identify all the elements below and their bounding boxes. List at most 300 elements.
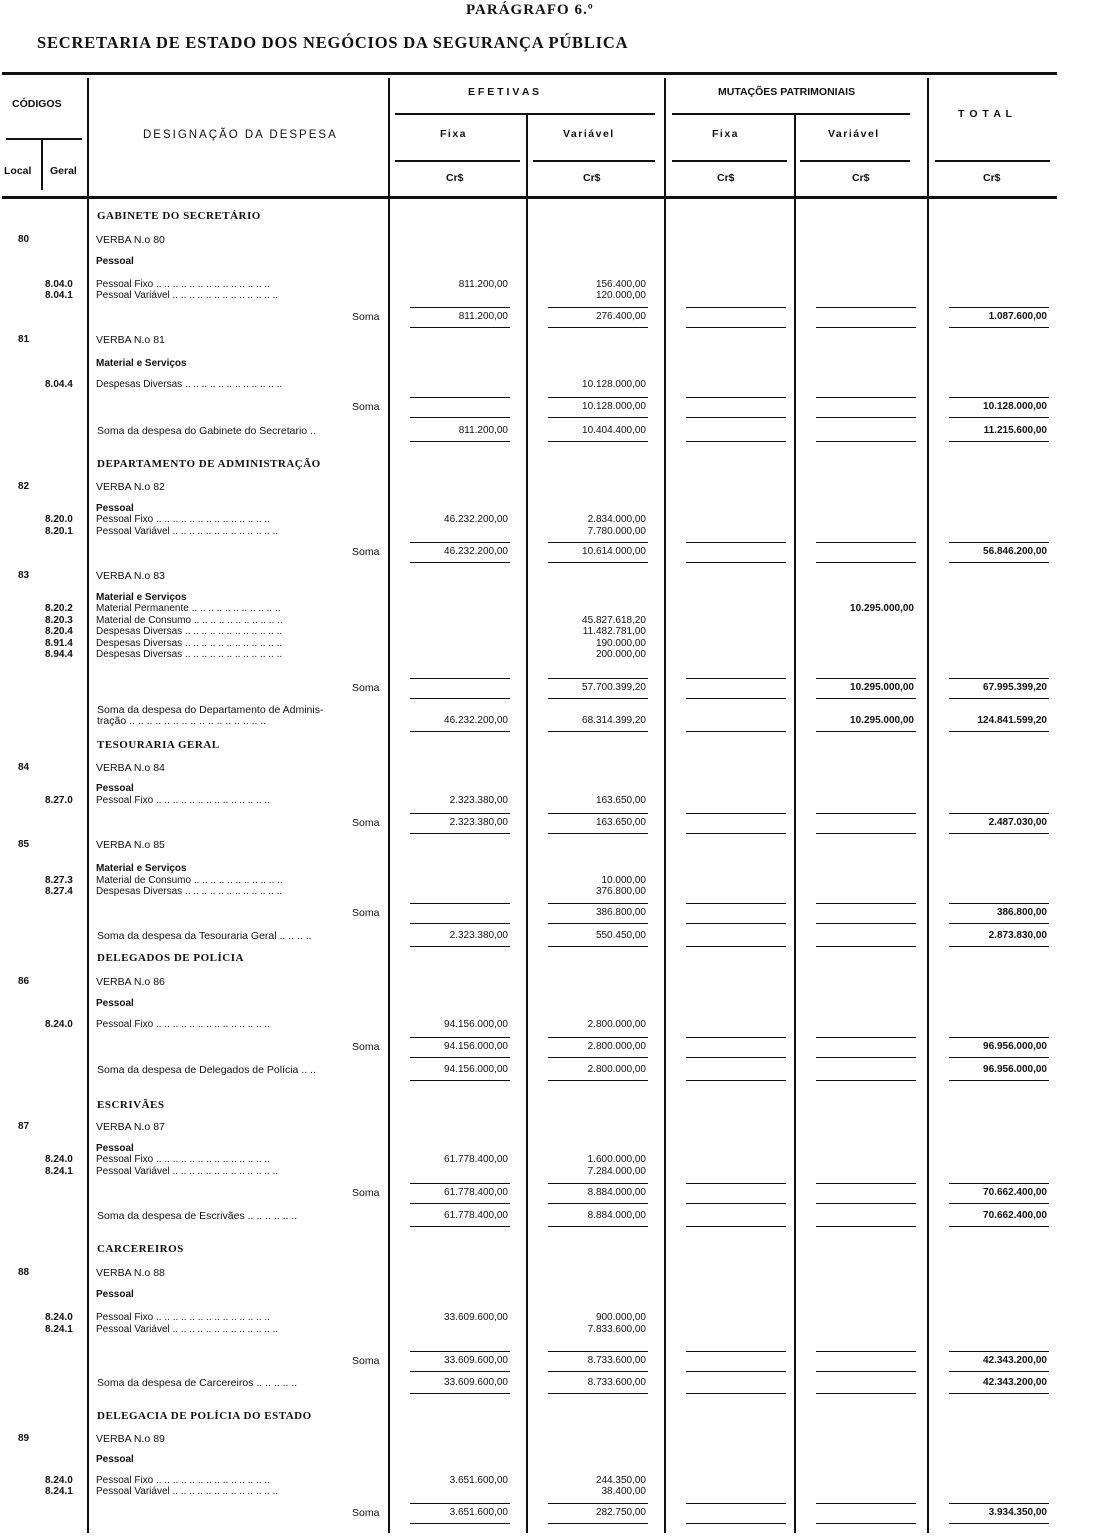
group-label: Material e Serviços: [96, 592, 187, 603]
cell-total: 3.934.350,00: [988, 1507, 1047, 1518]
sum-rule-below: [410, 417, 510, 418]
sum-rule-below: [686, 562, 786, 563]
cell-ef-fixa: 33.609.600,00: [444, 1355, 508, 1366]
soma-label: Soma: [352, 907, 380, 919]
codigos-divider: [6, 138, 82, 140]
sum-rule-above: [816, 397, 916, 398]
sum-rule-above: [816, 813, 916, 814]
sum-rule-above: [410, 397, 510, 398]
cell-total: 10.128.000,00: [983, 401, 1047, 412]
item-description: Pessoal Fixo .. .. .. .. .. .. .. .. .. .. .. .. .. ..: [96, 1019, 270, 1030]
cell-total: 70.662.400,00: [983, 1187, 1047, 1198]
cell-ef-var: 8.884.000,00: [587, 1210, 646, 1221]
cell-ef-fixa: 46.232.200,00: [444, 715, 508, 726]
sum-rule-below: [686, 1080, 786, 1081]
sum-rule-above: [816, 678, 916, 679]
cell-ef-var: 276.400,00: [595, 311, 646, 322]
sum-rule-above: [548, 813, 648, 814]
mu-fixa-header: Fixa: [712, 128, 740, 140]
group-label: Material e Serviços: [96, 863, 187, 874]
cell-ef-var: 10.614.000,00: [582, 546, 646, 557]
verba-label: VERBA N.o 82: [96, 481, 165, 493]
cell-total: 124.841.599,20: [977, 715, 1047, 726]
efetivas-header: E F E T I V A S: [468, 86, 539, 98]
sum-rule-below: [816, 441, 916, 442]
soma-label: Soma: [352, 546, 380, 558]
soma-despesa-label: Soma da despesa de Delegados de Polícia .. ..: [97, 1064, 316, 1076]
item-description: Pessoal Variável .. .. .. .. .. .. .. .. .. .. .. .. ..: [96, 526, 279, 537]
sum-rule-below: [816, 1371, 916, 1372]
sum-rule-above: [949, 1503, 1049, 1504]
verba-label: VERBA N.o 89: [96, 1433, 165, 1445]
verba-label: VERBA N.o 80: [96, 234, 165, 246]
cell-ef-var: 57.700.399,20: [582, 682, 646, 693]
total-header: T O T A L: [958, 108, 1013, 120]
cell-ef-var: 120.000,00: [595, 290, 646, 301]
sum-rule-below: [548, 1523, 648, 1524]
cell-ef-fixa: 46.232.200,00: [444, 546, 508, 557]
cell-total: 2.873.830,00: [988, 930, 1047, 941]
sum-rule-above: [548, 1183, 648, 1184]
sum-rule-above: [548, 1503, 648, 1504]
cell-ef-fixa: 61.778.400,00: [444, 1154, 508, 1165]
ef-fixa-currency: Cr$: [446, 172, 464, 184]
cell-ef-var: 190.000,00: [595, 638, 646, 649]
sum-rule-below: [410, 1226, 510, 1227]
group-label: Pessoal: [96, 256, 134, 267]
sum-rule-below: [949, 833, 1049, 834]
group-label: Pessoal: [96, 1454, 134, 1465]
sum-rule-below: [686, 1057, 786, 1058]
section-heading: GABINETE DO SECRETÁRIO: [97, 210, 261, 222]
group-label: Pessoal: [96, 783, 134, 794]
verba-label: VERBA N.o 84: [96, 762, 165, 774]
sum-rule-above: [686, 678, 786, 679]
sum-rule-below: [949, 562, 1049, 563]
sum-rule-below: [816, 1203, 916, 1204]
sum-rule-above: [410, 903, 510, 904]
sum-rule-above: [949, 1037, 1049, 1038]
sum-rule-below: [949, 1393, 1049, 1394]
verba-label: VERBA N.o 86: [96, 976, 165, 988]
sum-rule-below: [686, 698, 786, 699]
var-subdivider: [533, 160, 655, 162]
geral-code: 8.20.0: [45, 514, 73, 525]
local-header: Local: [4, 165, 32, 177]
item-description: Despesas Diversas .. .. .. .. .. .. .. .. .. .. .. ..: [96, 886, 283, 897]
total-currency: Cr$: [983, 172, 1001, 184]
document-title: SECRETARIA DE ESTADO DOS NEGÓCIOS DA SEGURANÇA PÚBLICA: [37, 33, 629, 52]
geral-code: 8.27.3: [45, 875, 73, 886]
sum-rule-above: [816, 307, 916, 308]
fixa-subdivider: [395, 160, 520, 162]
sum-rule-above: [410, 1183, 510, 1184]
geral-code: 8.20.3: [45, 615, 73, 626]
cell-ef-var: 282.750,00: [595, 1507, 646, 1518]
local-code: 83: [18, 570, 30, 581]
cell-ef-var: 376.800,00: [595, 886, 646, 897]
sum-rule-below: [816, 327, 916, 328]
item-description: Material de Consumo .. .. .. .. .. .. .. .. .. .. ..: [96, 615, 283, 626]
sum-rule-below: [548, 1080, 648, 1081]
sum-rule-below: [548, 327, 648, 328]
cell-ef-var: 7.833.600,00: [587, 1324, 646, 1335]
sum-rule-below: [548, 1371, 648, 1372]
sum-rule-below: [410, 833, 510, 834]
sum-rule-above: [816, 903, 916, 904]
sum-rule-above: [686, 1037, 786, 1038]
sum-rule-above: [548, 678, 648, 679]
cell-ef-var: 38.400,00: [601, 1486, 646, 1497]
cell-total: 2.487.030,00: [988, 817, 1047, 828]
soma-despesa-label: Soma da despesa do Departamento de Adminis-: [97, 704, 324, 716]
soma-label: Soma: [352, 401, 380, 413]
sum-rule-below: [410, 946, 510, 947]
sum-rule-below: [410, 1523, 510, 1524]
soma-label: Soma: [352, 1041, 380, 1053]
geral-code: 8.27.4: [45, 886, 73, 897]
local-code: 84: [18, 762, 30, 773]
local-geral-divider: [41, 140, 43, 190]
sum-rule-above: [548, 397, 648, 398]
efetivas-divider: [395, 113, 655, 115]
codes-column-line: [87, 78, 89, 1533]
group-label: Pessoal: [96, 1289, 134, 1300]
cell-ef-fixa: 61.778.400,00: [444, 1210, 508, 1221]
cell-ef-var: 7.780.000,00: [587, 526, 646, 537]
sum-rule-above: [686, 903, 786, 904]
sum-rule-above: [816, 542, 916, 543]
item-description: Pessoal Fixo .. .. .. .. .. .. .. .. .. .. .. .. .. ..: [96, 514, 270, 525]
table-top-rule: [2, 72, 1057, 75]
sum-rule-below: [548, 441, 648, 442]
geral-code: 8.20.2: [45, 603, 73, 614]
group-label: Pessoal: [96, 998, 134, 1009]
sum-rule-below: [686, 441, 786, 442]
verba-label: VERBA N.o 85: [96, 839, 165, 851]
sum-rule-below: [949, 1523, 1049, 1524]
cell-mu-var: 10.295.000,00: [850, 715, 914, 726]
verba-label: VERBA N.o 88: [96, 1267, 165, 1279]
sum-rule-above: [949, 307, 1049, 308]
sum-rule-below: [686, 1226, 786, 1227]
cell-ef-fixa: 811.200,00: [458, 425, 508, 436]
soma-label: Soma: [352, 817, 380, 829]
item-description: Despesas Diversas .. .. .. .. .. .. .. .. .. .. .. ..: [96, 649, 283, 660]
sum-rule-below: [686, 327, 786, 328]
sum-rule-below: [949, 1203, 1049, 1204]
cell-ef-fixa: 2.323.380,00: [449, 930, 508, 941]
cell-total: 67.995.399,20: [983, 682, 1047, 693]
sum-rule-below: [816, 1080, 916, 1081]
ef-var-currency: Cr$: [583, 172, 601, 184]
sum-rule-above: [816, 1183, 916, 1184]
cell-ef-var: 7.284.000,00: [587, 1166, 646, 1177]
geral-code: 8.24.0: [45, 1154, 73, 1165]
item-description: Pessoal Fixo .. .. .. .. .. .. .. .. .. .. .. .. .. ..: [96, 1312, 270, 1323]
cell-ef-var: 10.404.400,00: [582, 425, 646, 436]
cell-ef-var: 900.000,00: [595, 1312, 646, 1323]
sum-rule-below: [548, 833, 648, 834]
sum-rule-above: [949, 678, 1049, 679]
geral-header: Geral: [50, 165, 77, 177]
sum-rule-below: [816, 562, 916, 563]
cell-ef-var: 10.128.000,00: [582, 379, 646, 390]
sum-rule-above: [548, 903, 648, 904]
sum-rule-below: [548, 731, 648, 732]
sum-rule-below: [949, 923, 1049, 924]
section-heading: DEPARTAMENTO DE ADMINISTRAÇÃO: [97, 458, 321, 470]
geral-code: 8.20.1: [45, 526, 73, 537]
ef-fixa-header: Fixa: [440, 128, 468, 140]
total-subdivider: [935, 160, 1050, 162]
sum-rule-above: [686, 813, 786, 814]
soma-label: Soma: [352, 1507, 380, 1519]
sum-rule-below: [686, 731, 786, 732]
cell-ef-var: 2.800.000,00: [587, 1041, 646, 1052]
sum-rule-below: [686, 1371, 786, 1372]
sum-rule-above: [548, 307, 648, 308]
geral-code: 8.04.0: [45, 279, 73, 290]
cell-ef-var: 8.733.600,00: [587, 1377, 646, 1388]
codigos-header: CÓDIGOS: [12, 98, 62, 110]
local-code: 81: [18, 334, 30, 345]
sum-rule-below: [548, 1393, 648, 1394]
group-label: Pessoal: [96, 503, 134, 514]
sum-rule-below: [548, 417, 648, 418]
sum-rule-below: [548, 1203, 648, 1204]
soma-label: Soma: [352, 682, 380, 694]
cell-ef-fixa: 94.156.000,00: [444, 1019, 508, 1030]
item-description: Pessoal Fixo .. .. .. .. .. .. .. .. .. .. .. .. .. ..: [96, 1475, 270, 1486]
sum-rule-below: [686, 1203, 786, 1204]
cell-ef-fixa: 811.200,00: [458, 279, 508, 290]
local-code: 80: [18, 234, 30, 245]
sum-rule-above: [686, 397, 786, 398]
sum-rule-below: [686, 946, 786, 947]
sum-rule-below: [949, 1226, 1049, 1227]
sum-rule-below: [410, 923, 510, 924]
item-description: Pessoal Fixo .. .. .. .. .. .. .. .. .. .. .. .. .. ..: [96, 795, 270, 806]
cell-ef-fixa: 46.232.200,00: [444, 514, 508, 525]
soma-label: Soma: [352, 1355, 380, 1367]
sum-rule-above: [949, 1183, 1049, 1184]
item-description: Pessoal Variável .. .. .. .. .. .. .. .. .. .. .. .. ..: [96, 1324, 279, 1335]
sum-rule-below: [949, 441, 1049, 442]
sum-rule-below: [548, 923, 648, 924]
cell-mu-var: 10.295.000,00: [850, 682, 914, 693]
cell-ef-var: 10.128.000,00: [582, 401, 646, 412]
cell-ef-var: 156.400,00: [595, 279, 646, 290]
cell-total: 386.800,00: [996, 907, 1047, 918]
mu-fixa-currency: Cr$: [717, 172, 735, 184]
sum-rule-below: [949, 417, 1049, 418]
sum-rule-below: [949, 698, 1049, 699]
sum-rule-below: [548, 698, 648, 699]
mu-var-currency: Cr$: [852, 172, 870, 184]
group-label: Material e Serviços: [96, 358, 187, 369]
sum-rule-below: [949, 1080, 1049, 1081]
cell-ef-var: 163.650,00: [595, 817, 646, 828]
cell-ef-fixa: 61.778.400,00: [444, 1187, 508, 1198]
geral-code: 8.20.4: [45, 626, 73, 637]
soma-despesa-label: Soma da despesa de Carcereiros .. .. .. .. ..: [97, 1377, 298, 1389]
cell-ef-var: 8.733.600,00: [587, 1355, 646, 1366]
cell-ef-var: 2.800.000,00: [587, 1064, 646, 1075]
cell-total: 70.662.400,00: [983, 1210, 1047, 1221]
sum-rule-below: [410, 562, 510, 563]
local-code: 89: [18, 1433, 30, 1444]
sum-rule-below: [816, 1226, 916, 1227]
sum-rule-above: [410, 1351, 510, 1352]
cell-ef-var: 45.827.618,20: [582, 615, 646, 626]
cell-ef-var: 11.482.781,00: [582, 626, 646, 637]
sum-rule-above: [410, 678, 510, 679]
cell-ef-fixa: 94.156.000,00: [444, 1064, 508, 1075]
designacao-header: DESIGNAÇÃO DA DESPESA: [143, 129, 338, 141]
sum-rule-above: [949, 1351, 1049, 1352]
sum-rule-below: [816, 1523, 916, 1524]
sum-rule-below: [410, 698, 510, 699]
cell-total: 42.343.200,00: [983, 1377, 1047, 1388]
sum-rule-above: [548, 1037, 648, 1038]
soma-label: Soma: [352, 1187, 380, 1199]
header-bottom-rule: [2, 196, 1057, 199]
soma-label: Soma: [352, 311, 380, 323]
sum-rule-below: [949, 327, 1049, 328]
item-description: Material de Consumo .. .. .. .. .. .. .. .. .. .. ..: [96, 875, 283, 886]
sum-rule-below: [548, 1057, 648, 1058]
sum-rule-below: [816, 923, 916, 924]
sum-rule-below: [816, 417, 916, 418]
sum-rule-below: [949, 946, 1049, 947]
mutacoes-column-line: [927, 78, 929, 1533]
cell-total: 42.343.200,00: [983, 1355, 1047, 1366]
local-code: 82: [18, 481, 30, 492]
geral-code: 8.24.1: [45, 1486, 73, 1497]
sum-rule-above: [410, 307, 510, 308]
sum-rule-below: [686, 417, 786, 418]
item-description: Pessoal Variável .. .. .. .. .. .. .. .. .. .. .. .. ..: [96, 1486, 279, 1497]
sum-rule-above: [816, 1503, 916, 1504]
sum-rule-above: [548, 1351, 648, 1352]
sum-rule-below: [410, 441, 510, 442]
sum-rule-below: [949, 731, 1049, 732]
section-heading: DELEGADOS DE POLÍCIA: [97, 952, 244, 964]
local-code: 85: [18, 839, 30, 850]
mutacoes-divider: [672, 113, 910, 115]
sum-rule-below: [816, 1393, 916, 1394]
item-description: Pessoal Fixo .. .. .. .. .. .. .. .. .. .. .. .. .. ..: [96, 279, 270, 290]
soma-despesa-label: Soma da despesa de Escrivães .. .. .. .. .. ..: [97, 1210, 298, 1222]
section-heading: DELEGACIA DE POLÍCIA DO ESTADO: [97, 1410, 312, 1422]
section-heading: CARCEREIROS: [97, 1243, 184, 1255]
sum-rule-below: [410, 327, 510, 328]
mu-var-header: Variável: [828, 128, 880, 140]
sum-rule-below: [686, 833, 786, 834]
cell-ef-var: 163.650,00: [595, 795, 646, 806]
sum-rule-below: [816, 1057, 916, 1058]
cell-total: 1.087.600,00: [988, 311, 1047, 322]
cell-ef-var: 1.600.000,00: [587, 1154, 646, 1165]
cell-ef-fixa: 3.651.600,00: [449, 1475, 508, 1486]
local-code: 87: [18, 1121, 30, 1132]
sum-rule-above: [410, 1503, 510, 1504]
section-heading: ESCRIVÃES: [97, 1099, 165, 1111]
soma-despesa-label-cont: tração .. .. .. .. .. .. .. .. .. .. .. .. .. .. .. ..: [97, 715, 267, 727]
sum-rule-above: [686, 542, 786, 543]
cell-ef-fixa: 33.609.600,00: [444, 1377, 508, 1388]
mu-fixa-column-line: [794, 113, 796, 1533]
cell-total: 11.215.600,00: [983, 425, 1047, 436]
cell-ef-fixa: 811.200,00: [458, 311, 508, 322]
item-description: Despesas Diversas .. .. .. .. .. .. .. .. .. .. .. ..: [96, 379, 283, 390]
sum-rule-below: [548, 562, 648, 563]
sum-rule-below: [686, 1523, 786, 1524]
cell-total: 96.956.000,00: [983, 1064, 1047, 1075]
local-code: 88: [18, 1267, 30, 1278]
cell-ef-fixa: 94.156.000,00: [444, 1041, 508, 1052]
item-description: Despesas Diversas .. .. .. .. .. .. .. .. .. .. .. ..: [96, 638, 283, 649]
cell-ef-fixa: 2.323.380,00: [449, 795, 508, 806]
cell-ef-var: 200.000,00: [595, 649, 646, 660]
sum-rule-above: [816, 1037, 916, 1038]
item-description: Material Permanente .. .. .. .. .. .. .. .. .. .. ..: [96, 603, 281, 614]
verba-label: VERBA N.o 81: [96, 334, 165, 346]
geral-code: 8.24.0: [45, 1312, 73, 1323]
mu-fixa-subdivider: [672, 160, 787, 162]
sum-rule-above: [410, 542, 510, 543]
sum-rule-below: [816, 698, 916, 699]
sum-rule-above: [686, 1503, 786, 1504]
sum-rule-below: [410, 1393, 510, 1394]
sum-rule-below: [816, 731, 916, 732]
soma-despesa-label: Soma da despesa da Tesouraria Geral .. .. .. ..: [97, 930, 312, 942]
sum-rule-below: [410, 1371, 510, 1372]
section-heading: TESOURARIA GERAL: [97, 739, 220, 751]
sum-rule-above: [949, 813, 1049, 814]
local-code: 86: [18, 976, 30, 987]
sum-rule-above: [949, 397, 1049, 398]
ef-var-header: Variável: [563, 128, 615, 140]
sum-rule-below: [816, 833, 916, 834]
sum-rule-above: [410, 813, 510, 814]
cell-ef-var: 2.834.000,00: [587, 514, 646, 525]
sum-rule-below: [548, 1226, 648, 1227]
sum-rule-below: [548, 946, 648, 947]
cell-ef-var: 550.450,00: [595, 930, 646, 941]
geral-code: 8.04.4: [45, 379, 73, 390]
verba-label: VERBA N.o 87: [96, 1121, 165, 1133]
item-description: Despesas Diversas .. .. .. .. .. .. .. .. .. .. .. ..: [96, 626, 283, 637]
cell-ef-var: 8.884.000,00: [587, 1187, 646, 1198]
cell-total: 56.846.200,00: [983, 546, 1047, 557]
efetivas-column-line: [664, 78, 666, 1533]
cell-ef-fixa: 33.609.600,00: [444, 1312, 508, 1323]
sum-rule-above: [816, 1351, 916, 1352]
group-label: Pessoal: [96, 1143, 134, 1154]
sum-rule-below: [410, 1080, 510, 1081]
sum-rule-below: [410, 1057, 510, 1058]
item-description: Pessoal Variável .. .. .. .. .. .. .. .. .. .. .. .. ..: [96, 290, 279, 301]
sum-rule-below: [686, 1393, 786, 1394]
sum-rule-below: [410, 1203, 510, 1204]
cell-ef-var: 244.350,00: [595, 1475, 646, 1486]
cell-ef-var: 10.000,00: [601, 875, 646, 886]
geral-code: 8.27.0: [45, 795, 73, 806]
geral-code: 8.24.1: [45, 1324, 73, 1335]
sum-rule-below: [949, 1057, 1049, 1058]
